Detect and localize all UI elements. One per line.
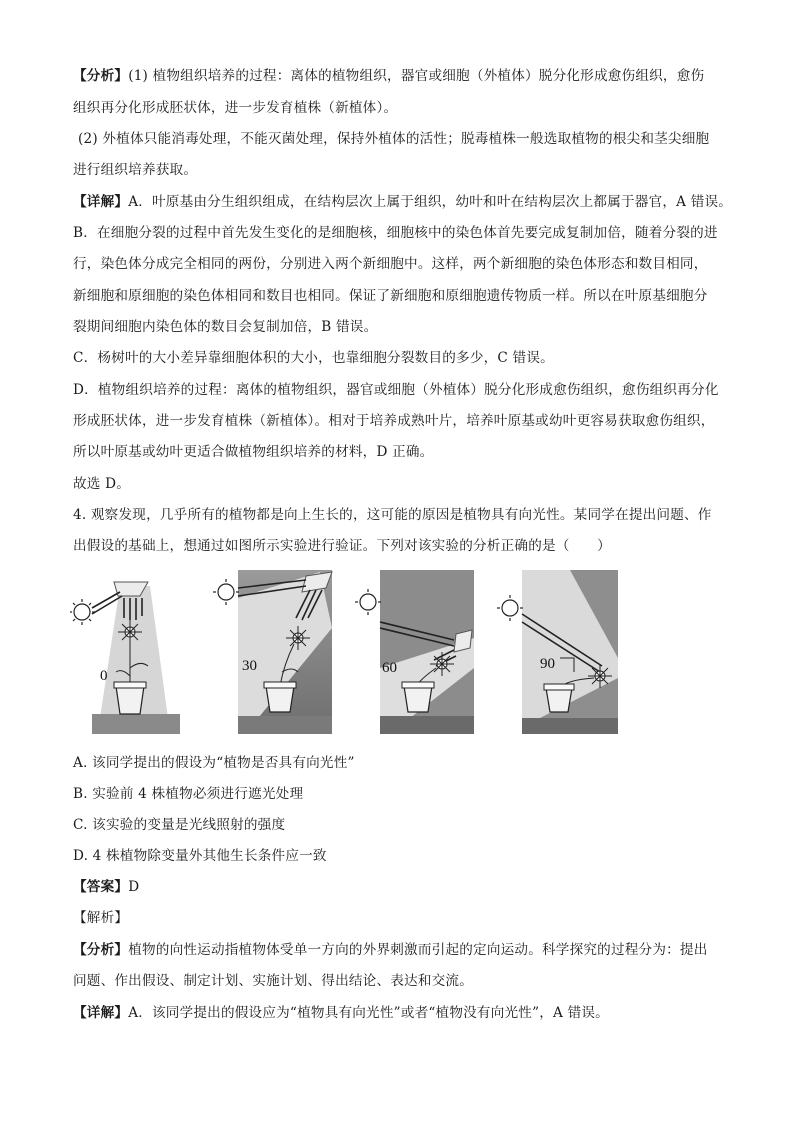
text-line: (2) 外植体只能消毒处理，不能灭菌处理，保持外植体的活性；脱毒植株一般选取植物的根尖和茎尖细胞 xyxy=(78,131,710,147)
text-line: 所以叶原基或幼叶更适合做植物组织培养的材料，D 正确。 xyxy=(73,444,434,460)
jiexi-tag: 【解析】 xyxy=(73,910,129,926)
question-line: 出假设的基础上，想通过如图所示实验进行验证。下列对该实验的分析正确的是（ ） xyxy=(73,538,611,554)
text-line: 故选 D。 xyxy=(73,476,131,492)
pot-icon xyxy=(116,686,144,714)
panel-0-degree xyxy=(70,582,180,734)
text-line: 新细胞和原细胞的染色体相同和数目也相同。保证了新细胞和原细胞遗传物质一样。所以在叶原基细胞分 xyxy=(73,288,708,304)
text-line xyxy=(73,66,733,86)
angle-label: 30 xyxy=(242,658,257,674)
section-tag: 【分析】 xyxy=(73,942,129,958)
text-line: B．在细胞分裂的过程中首先发生变化的是细胞核，细胞核中的染色体首先要完成复制加倍，随着分裂的进 xyxy=(73,225,718,241)
text-line: 进行组织培养获取。 xyxy=(73,162,198,178)
pot-icon xyxy=(404,686,432,712)
question-line: 4. 观察发现，几乎所有的植物都是向上生长的，这可能的原因是植物具有向光性。某同学在提出问题、作 xyxy=(73,507,712,523)
section-tag: 【详解】 xyxy=(73,1005,129,1021)
text-line: 裂期间细胞内染色体的数目会复制加倍，B 错误。 xyxy=(73,319,378,335)
experiment-panels xyxy=(70,568,630,738)
sun-icon xyxy=(355,589,381,615)
text-line: 形成胚状体，进一步发育植株（新植体）。相对于培养成熟叶片，培养叶原基或幼叶更容易获取愈伤组织， xyxy=(73,413,715,429)
pot-icon xyxy=(266,686,294,712)
sun-icon xyxy=(497,595,523,621)
angle-label: 60 xyxy=(382,660,397,676)
answer-value: D xyxy=(128,879,140,895)
option-c: C. 该实验的变量是光线照射的强度 xyxy=(73,817,286,833)
pot-icon xyxy=(546,688,572,712)
angle-label: 0 xyxy=(100,668,108,684)
option-d: D. 4 株植物除变量外其他生长条件应一致 xyxy=(73,848,327,864)
section-tag: 【分析】 xyxy=(73,68,129,84)
answer-tag: 【答案】 xyxy=(73,879,129,895)
text-line: 行，染色体分成完全相同的两份，分别进入两个新细胞中。这样，两个新细胞的染色体形态和数目相同， xyxy=(73,256,708,272)
option-a: A. 该同学提出的假设为“植物是否具有向光性” xyxy=(73,755,355,771)
angle-label: 90 xyxy=(540,656,555,672)
panel-30-degree xyxy=(213,570,332,734)
text-line: C．杨树叶的大小差异靠细胞体积的大小，也靠细胞分裂数目的多少，C 错误。 xyxy=(73,350,554,366)
option-b: B. 实验前 4 株植物必须进行遮光处理 xyxy=(73,786,304,802)
section-tag: 【详解】 xyxy=(73,194,129,210)
line-text: 植物的向性运动指植物体受单一方向的外界刺激而引起的定向运动。科学探究的过程分为：提出 xyxy=(128,942,708,958)
sun-icon xyxy=(70,599,95,625)
text-line xyxy=(73,940,733,960)
sun-icon xyxy=(213,579,239,605)
line-text: (1) 植物组织培养的过程：离体的植物组织，器官或细胞（外植体）脱分化形成愈伤组织，愈伤 xyxy=(128,68,705,84)
text-line: 问题、作出假设、制定计划、实施计划、得出结论、表达和交流。 xyxy=(73,973,474,989)
panel-60-degree xyxy=(355,570,474,734)
experiment-figure xyxy=(70,568,630,738)
text-line xyxy=(73,192,733,212)
line-text: A．叶原基由分生组织组成，在结构层次上属于组织，幼叶和叶在结构层次上都属于器官，A 错误。 xyxy=(128,194,733,210)
text-line: 组织再分化形成胚状体，进一步发育植株（新植体）。 xyxy=(73,100,398,116)
line-text: A．该同学提出的假设应为“植物具有向光性”或者“植物没有向光性”，A 错误。 xyxy=(128,1005,609,1021)
panel-90-degree xyxy=(497,570,618,734)
text-line xyxy=(73,1003,733,1023)
answer-line xyxy=(73,877,733,897)
text-line: D．植物组织培养的过程：离体的植物组织，器官或细胞（外植体）脱分化形成愈伤组织，愈伤组织再分化 xyxy=(73,382,719,398)
